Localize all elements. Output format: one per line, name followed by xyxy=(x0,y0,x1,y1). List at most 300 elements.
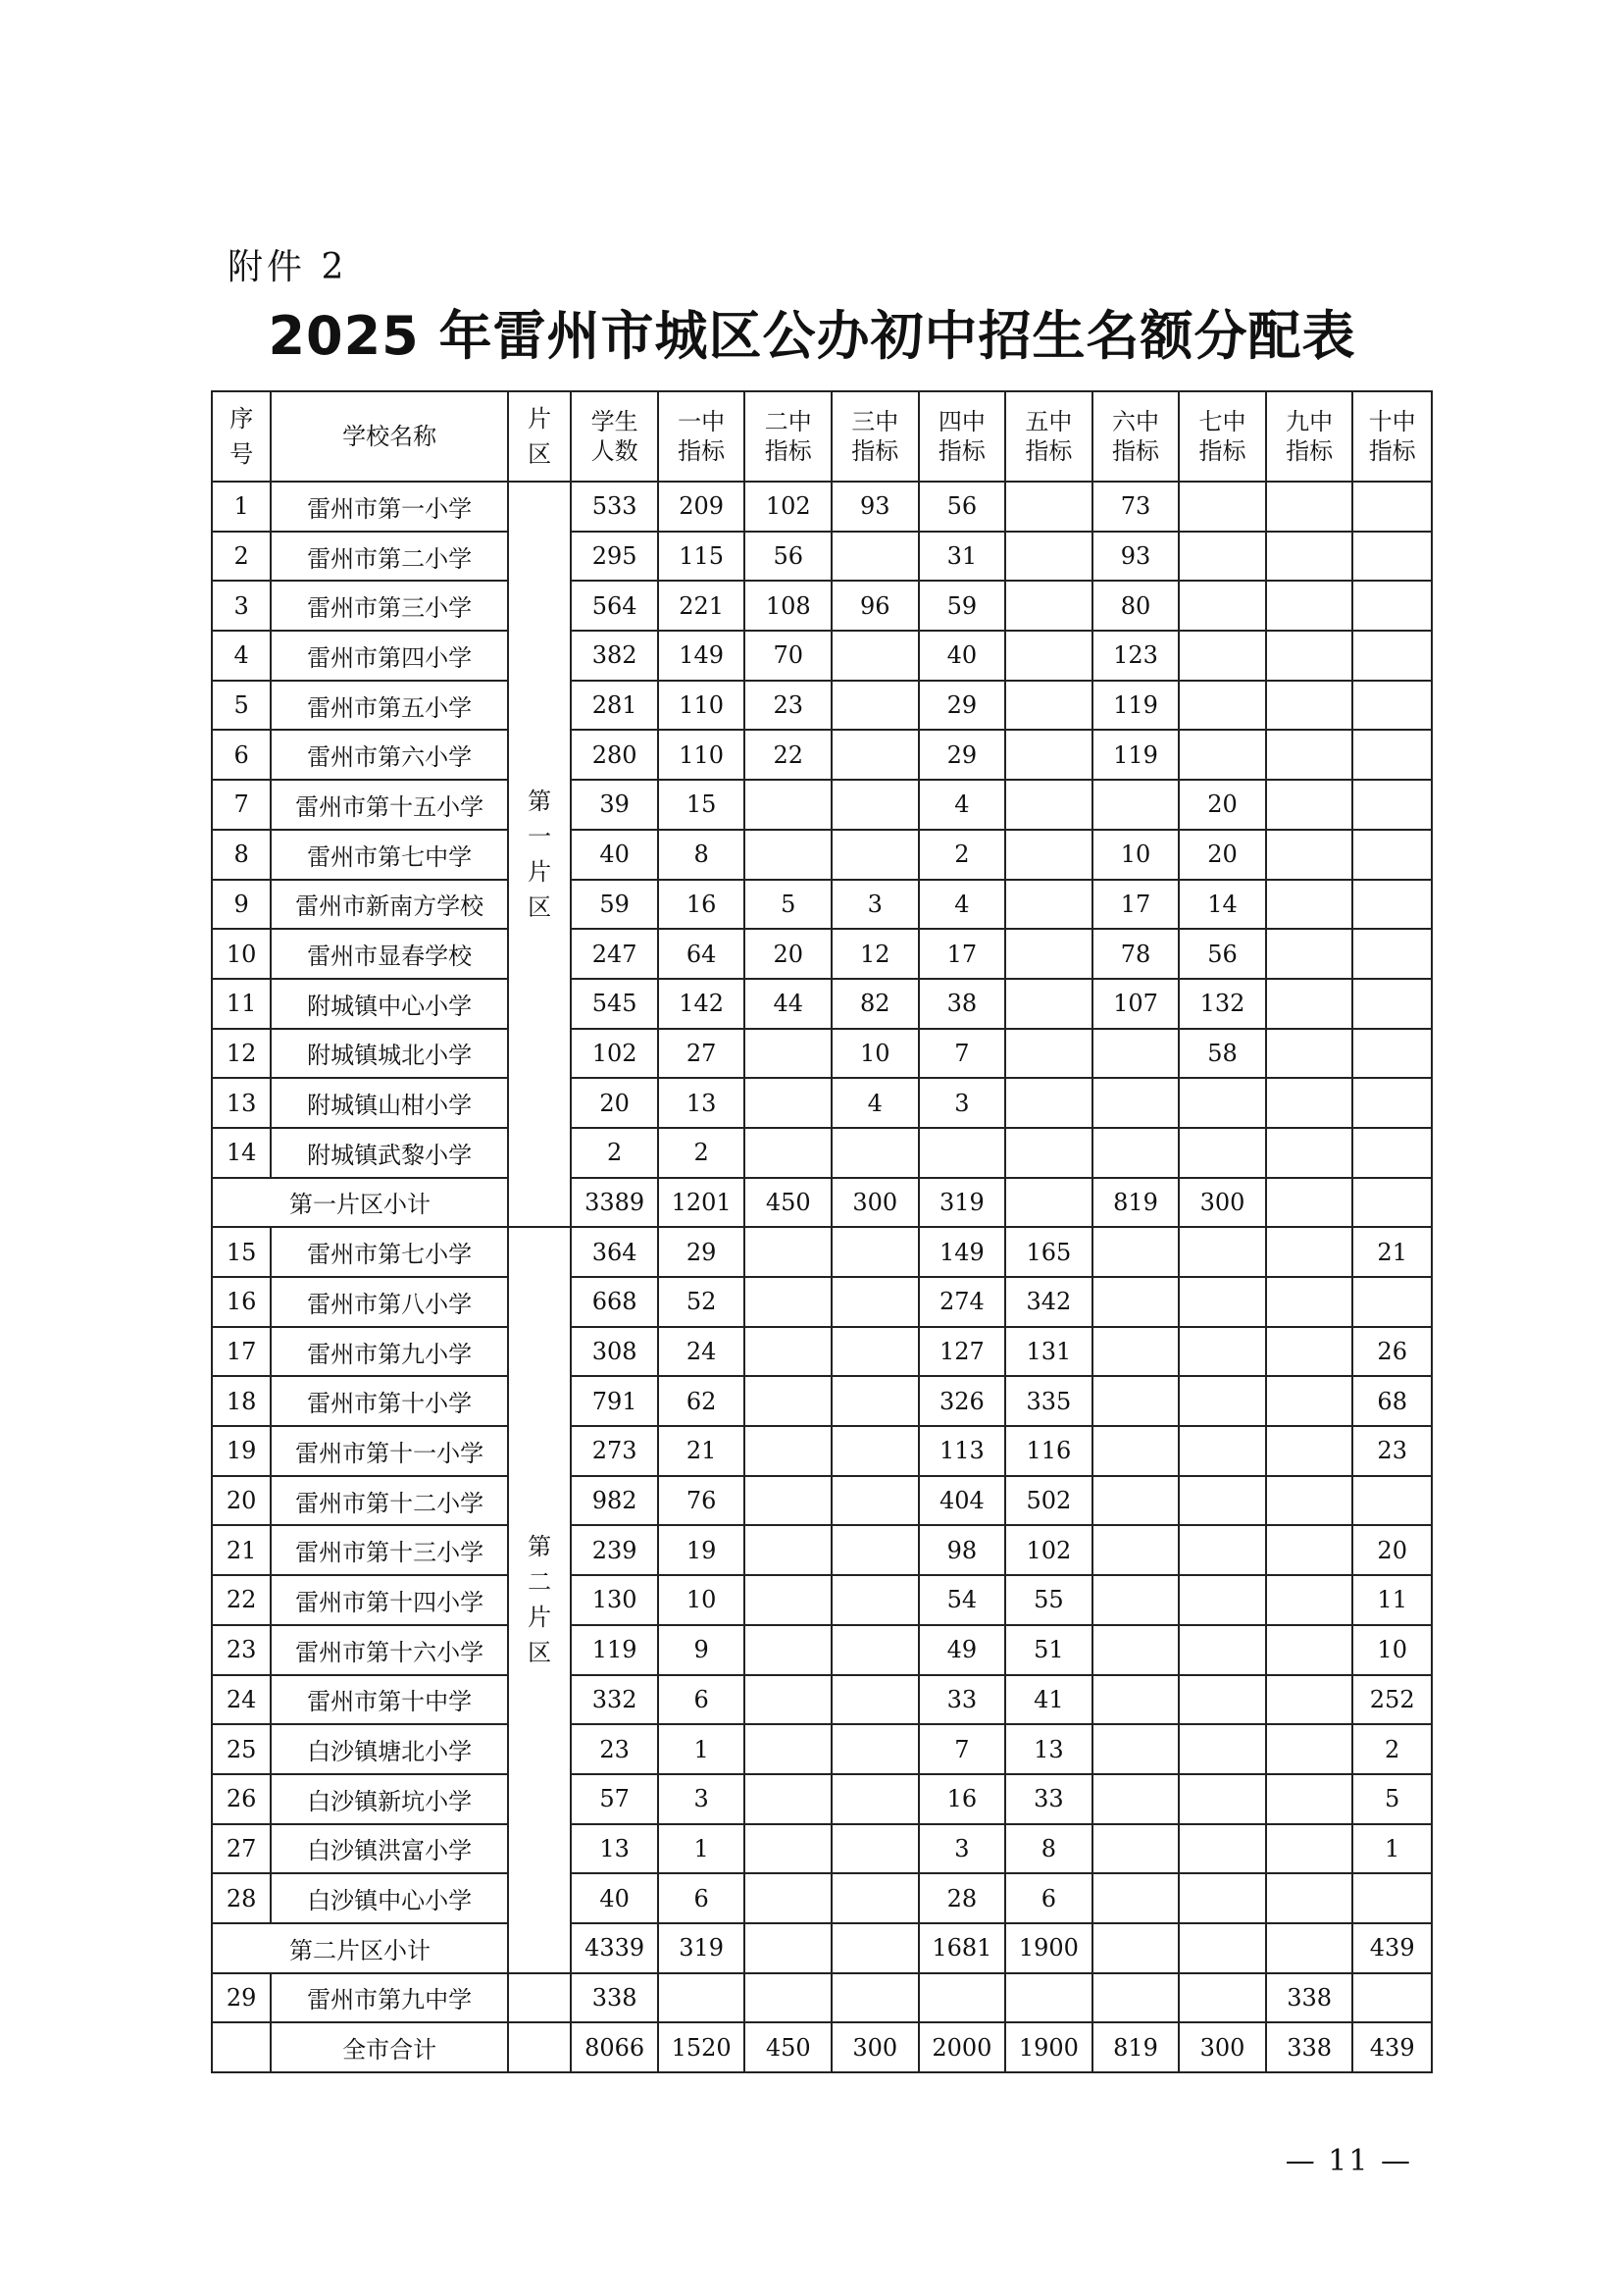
row-school: 雷州市第十四小学 xyxy=(271,1575,508,1625)
row-c10: 26 xyxy=(1352,1327,1432,1377)
row-seq: 10 xyxy=(212,929,271,979)
row-c2 xyxy=(744,1675,832,1725)
row-c6: 93 xyxy=(1092,532,1180,582)
row-seq: 26 xyxy=(212,1774,271,1824)
row-c6 xyxy=(1092,1973,1180,2023)
table-row xyxy=(212,1128,1432,1178)
table-row xyxy=(212,929,1432,979)
row-seq: 20 xyxy=(212,1476,271,1526)
row-c2 xyxy=(744,1724,832,1774)
row-c4: 33 xyxy=(919,1675,1006,1725)
row-c6 xyxy=(1092,1376,1180,1426)
header-col-9: 九中指标 xyxy=(1266,391,1353,482)
row-students: 247 xyxy=(571,929,658,979)
row-c2: 5 xyxy=(744,880,832,930)
row-c10 xyxy=(1352,581,1432,631)
zone-first xyxy=(508,482,571,1227)
zone-first-label: 第一片区 xyxy=(528,788,552,922)
row-c6 xyxy=(1092,1525,1180,1575)
row-c7 xyxy=(1179,1476,1266,1526)
subtotal-zone1-row-c4: 319 xyxy=(919,1178,1006,1228)
row-c4: 7 xyxy=(919,1029,1006,1079)
row-c7 xyxy=(1179,1327,1266,1377)
row-c7: 132 xyxy=(1179,979,1266,1029)
row-c7 xyxy=(1179,1774,1266,1824)
row-c10 xyxy=(1352,482,1432,532)
row-seq: 25 xyxy=(212,1724,271,1774)
table-row xyxy=(212,1525,1432,1575)
row-c2: 102 xyxy=(744,482,832,532)
row-c3 xyxy=(832,1724,919,1774)
row-c3 xyxy=(832,1873,919,1923)
row-c6: 119 xyxy=(1092,681,1180,731)
row-seq: 9 xyxy=(212,880,271,930)
row-seq: 18 xyxy=(212,1376,271,1426)
row-c1: 13 xyxy=(658,1078,745,1128)
row-c3: 96 xyxy=(832,581,919,631)
row-c10 xyxy=(1352,1973,1432,2023)
row-seq: 17 xyxy=(212,1327,271,1377)
row-c5 xyxy=(1005,780,1092,830)
row-c2 xyxy=(744,1029,832,1079)
row-school: 雷州市第十一小学 xyxy=(271,1426,508,1476)
row-students: 130 xyxy=(571,1575,658,1625)
header-row xyxy=(212,391,1432,482)
row-seq: 4 xyxy=(212,631,271,681)
row-c2 xyxy=(744,1774,832,1824)
row-c4: 17 xyxy=(919,929,1006,979)
row-students: 40 xyxy=(571,830,658,880)
row-school: 附城镇中心小学 xyxy=(271,979,508,1029)
row-c10 xyxy=(1352,1476,1432,1526)
total-c2: 450 xyxy=(744,2022,832,2072)
row-c10: 68 xyxy=(1352,1376,1432,1426)
row-c6: 78 xyxy=(1092,929,1180,979)
row-c5: 6 xyxy=(1005,1873,1092,1923)
table-row xyxy=(212,1078,1432,1128)
row-c10: 252 xyxy=(1352,1675,1432,1725)
row-students: 23 xyxy=(571,1724,658,1774)
row-c4: 29 xyxy=(919,730,1006,780)
row-c9 xyxy=(1266,1128,1353,1178)
subtotal-zone1-row-students: 3389 xyxy=(571,1178,658,1228)
row-c4: 31 xyxy=(919,532,1006,582)
row-c7 xyxy=(1179,1376,1266,1426)
row-c9 xyxy=(1266,1476,1353,1526)
row-c4: 56 xyxy=(919,482,1006,532)
row-c4: 3 xyxy=(919,1078,1006,1128)
row-c6 xyxy=(1092,1029,1180,1079)
row-c9 xyxy=(1266,1774,1353,1824)
total-c5: 1900 xyxy=(1005,2022,1092,2072)
row-c5 xyxy=(1005,880,1092,930)
row-c4: 7 xyxy=(919,1724,1006,1774)
row-school: 白沙镇新坑小学 xyxy=(271,1774,508,1824)
row-c2: 70 xyxy=(744,631,832,681)
row-school: 雷州市第七小学 xyxy=(271,1227,508,1277)
table-row xyxy=(212,1625,1432,1675)
row-c9 xyxy=(1266,681,1353,731)
row-c2 xyxy=(744,1227,832,1277)
row-school: 雷州市第二小学 xyxy=(271,532,508,582)
row-c5: 131 xyxy=(1005,1327,1092,1377)
row-c6 xyxy=(1092,1774,1180,1824)
subtotal-zone1-row-c10 xyxy=(1352,1178,1432,1228)
row-seq: 29 xyxy=(212,1973,271,2023)
row-students: 364 xyxy=(571,1227,658,1277)
row-school: 雷州市第一小学 xyxy=(271,482,508,532)
subtotal-zone1-row xyxy=(212,1178,1432,1228)
table-row xyxy=(212,1973,1432,2023)
row-seq: 6 xyxy=(212,730,271,780)
row-c3 xyxy=(832,780,919,830)
row-c3 xyxy=(832,1575,919,1625)
row-school: 雷州市第十中学 xyxy=(271,1675,508,1725)
header-seq: 序号 xyxy=(212,391,271,482)
row-c2 xyxy=(744,1476,832,1526)
row-c3: 82 xyxy=(832,979,919,1029)
row-c7 xyxy=(1179,1824,1266,1874)
row-c7 xyxy=(1179,1078,1266,1128)
row-c3 xyxy=(832,1376,919,1426)
row-c1: 19 xyxy=(658,1525,745,1575)
table-body xyxy=(212,482,1432,2072)
row-c1: 6 xyxy=(658,1675,745,1725)
row-seq: 21 xyxy=(212,1525,271,1575)
row-seq: 24 xyxy=(212,1675,271,1725)
row-school: 雷州市新南方学校 xyxy=(271,880,508,930)
row-c10 xyxy=(1352,880,1432,930)
row-c5 xyxy=(1005,482,1092,532)
row-c5 xyxy=(1005,581,1092,631)
row-c9 xyxy=(1266,1029,1353,1079)
row-school: 雷州市第十六小学 xyxy=(271,1625,508,1675)
row-students: 308 xyxy=(571,1327,658,1377)
row-school: 白沙镇中心小学 xyxy=(271,1873,508,1923)
row-c4: 29 xyxy=(919,681,1006,731)
subtotal-zone2-row-students: 4339 xyxy=(571,1923,658,1973)
row-school: 附城镇山柑小学 xyxy=(271,1078,508,1128)
row-c2: 20 xyxy=(744,929,832,979)
row-c4: 127 xyxy=(919,1327,1006,1377)
row-c10 xyxy=(1352,631,1432,681)
row-c5 xyxy=(1005,929,1092,979)
row-seq: 19 xyxy=(212,1426,271,1476)
row-students: 280 xyxy=(571,730,658,780)
row-seq: 2 xyxy=(212,532,271,582)
row-c5: 502 xyxy=(1005,1476,1092,1526)
table-row xyxy=(212,1873,1432,1923)
row-c1: 8 xyxy=(658,830,745,880)
row-c5: 335 xyxy=(1005,1376,1092,1426)
row-c3 xyxy=(832,1128,919,1178)
row-c3: 3 xyxy=(832,880,919,930)
row-c1: 209 xyxy=(658,482,745,532)
row-c10 xyxy=(1352,929,1432,979)
row-c10: 23 xyxy=(1352,1426,1432,1476)
row-students: 239 xyxy=(571,1525,658,1575)
row-school: 雷州市第十五小学 xyxy=(271,780,508,830)
row-c4: 404 xyxy=(919,1476,1006,1526)
row-students: 281 xyxy=(571,681,658,731)
row-c6: 10 xyxy=(1092,830,1180,880)
row-school: 雷州市第九中学 xyxy=(271,1973,508,2023)
row-c4: 49 xyxy=(919,1625,1006,1675)
row-c6 xyxy=(1092,1426,1180,1476)
row-c9 xyxy=(1266,1575,1353,1625)
header-col-4: 四中指标 xyxy=(919,391,1006,482)
row-seq: 8 xyxy=(212,830,271,880)
subtotal-zone1-row-c6: 819 xyxy=(1092,1178,1180,1228)
row-c1: 52 xyxy=(658,1277,745,1327)
row-c5: 116 xyxy=(1005,1426,1092,1476)
subtotal-zone2-row-c5: 1900 xyxy=(1005,1923,1092,1973)
table-row xyxy=(212,631,1432,681)
row-c6: 80 xyxy=(1092,581,1180,631)
row-c7 xyxy=(1179,1128,1266,1178)
row-c7 xyxy=(1179,1227,1266,1277)
row-c9 xyxy=(1266,830,1353,880)
table-row xyxy=(212,1476,1432,1526)
row-c2 xyxy=(744,1426,832,1476)
row-students: 564 xyxy=(571,581,658,631)
allocation-table xyxy=(211,390,1433,2073)
row-c9 xyxy=(1266,1724,1353,1774)
row-students: 791 xyxy=(571,1376,658,1426)
row-c3: 10 xyxy=(832,1029,919,1079)
row-c1: 9 xyxy=(658,1625,745,1675)
total-c1: 1520 xyxy=(658,2022,745,2072)
row-c9 xyxy=(1266,1327,1353,1377)
row-c4: 2 xyxy=(919,830,1006,880)
subtotal-zone1-row-c2: 450 xyxy=(744,1178,832,1228)
table-row xyxy=(212,880,1432,930)
row-c1: 2 xyxy=(658,1128,745,1178)
table-row xyxy=(212,1327,1432,1377)
row-c4: 54 xyxy=(919,1575,1006,1625)
row-students: 545 xyxy=(571,979,658,1029)
row-c4 xyxy=(919,1973,1006,2023)
row-students: 39 xyxy=(571,780,658,830)
row-seq: 3 xyxy=(212,581,271,631)
total-c6: 819 xyxy=(1092,2022,1180,2072)
row-school: 雷州市第七中学 xyxy=(271,830,508,880)
row-c10: 11 xyxy=(1352,1575,1432,1625)
subtotal-zone1-row-label: 第一片区小计 xyxy=(212,1178,508,1228)
subtotal-zone1-row-c5 xyxy=(1005,1178,1092,1228)
row-school: 雷州市第四小学 xyxy=(271,631,508,681)
row-c6 xyxy=(1092,1128,1180,1178)
row-school: 附城镇武黎小学 xyxy=(271,1128,508,1178)
row-c6 xyxy=(1092,1575,1180,1625)
row-c7 xyxy=(1179,1426,1266,1476)
row-c5: 165 xyxy=(1005,1227,1092,1277)
row-c7: 20 xyxy=(1179,830,1266,880)
subtotal-zone2-row-c1: 319 xyxy=(658,1923,745,1973)
row-c1: 21 xyxy=(658,1426,745,1476)
row-seq: 28 xyxy=(212,1873,271,1923)
row-students: 982 xyxy=(571,1476,658,1526)
row-c4: 4 xyxy=(919,780,1006,830)
row-seq: 11 xyxy=(212,979,271,1029)
row-c4: 16 xyxy=(919,1774,1006,1824)
page-number: — 11 — xyxy=(1285,2144,1412,2178)
table-row xyxy=(212,532,1432,582)
table-row xyxy=(212,1227,1432,1277)
row-c1 xyxy=(658,1973,745,2023)
row-c10 xyxy=(1352,1873,1432,1923)
row-c7 xyxy=(1179,581,1266,631)
row-c4: 28 xyxy=(919,1873,1006,1923)
row-c1: 115 xyxy=(658,532,745,582)
row-c3 xyxy=(832,830,919,880)
row-students: 533 xyxy=(571,482,658,532)
row-c10: 2 xyxy=(1352,1724,1432,1774)
table-row xyxy=(212,1277,1432,1327)
row-c10: 10 xyxy=(1352,1625,1432,1675)
row-zone-blank xyxy=(508,1973,571,2023)
row-c6 xyxy=(1092,1824,1180,1874)
row-c1: 1 xyxy=(658,1824,745,1874)
subtotal-zone2-row-c6 xyxy=(1092,1923,1180,1973)
row-c4: 274 xyxy=(919,1277,1006,1327)
row-students: 273 xyxy=(571,1426,658,1476)
subtotal-zone1-row-c9 xyxy=(1266,1178,1353,1228)
row-c9 xyxy=(1266,1277,1353,1327)
row-c1: 29 xyxy=(658,1227,745,1277)
row-c5 xyxy=(1005,1078,1092,1128)
table-row xyxy=(212,1426,1432,1476)
header-zone: 片区 xyxy=(508,391,571,482)
row-c4: 4 xyxy=(919,880,1006,930)
subtotal-zone2-row-c4: 1681 xyxy=(919,1923,1006,1973)
row-students: 332 xyxy=(571,1675,658,1725)
row-c7 xyxy=(1179,1625,1266,1675)
row-school: 附城镇城北小学 xyxy=(271,1029,508,1079)
row-c5: 102 xyxy=(1005,1525,1092,1575)
row-c4: 149 xyxy=(919,1227,1006,1277)
row-c5 xyxy=(1005,1973,1092,2023)
row-c1: 62 xyxy=(658,1376,745,1426)
subtotal-zone1-row-c7: 300 xyxy=(1179,1178,1266,1228)
row-c2: 56 xyxy=(744,532,832,582)
row-c10: 1 xyxy=(1352,1824,1432,1874)
total-c4: 2000 xyxy=(919,2022,1006,2072)
total-c10: 439 xyxy=(1352,2022,1432,2072)
row-c5: 51 xyxy=(1005,1625,1092,1675)
row-school: 白沙镇洪富小学 xyxy=(271,1824,508,1874)
row-c10 xyxy=(1352,532,1432,582)
row-students: 295 xyxy=(571,532,658,582)
row-c2 xyxy=(744,780,832,830)
row-c2 xyxy=(744,1575,832,1625)
row-c9 xyxy=(1266,1625,1353,1675)
row-c1: 16 xyxy=(658,880,745,930)
row-students: 57 xyxy=(571,1774,658,1824)
row-c4: 38 xyxy=(919,979,1006,1029)
row-c7 xyxy=(1179,1525,1266,1575)
row-c6: 107 xyxy=(1092,979,1180,1029)
row-c2: 22 xyxy=(744,730,832,780)
row-c10 xyxy=(1352,681,1432,731)
row-c6 xyxy=(1092,1327,1180,1377)
row-c3 xyxy=(832,681,919,731)
row-c9 xyxy=(1266,1227,1353,1277)
row-c9: 338 xyxy=(1266,1973,1353,2023)
row-c9 xyxy=(1266,1824,1353,1874)
row-c7 xyxy=(1179,1675,1266,1725)
row-c2: 23 xyxy=(744,681,832,731)
total-seq-blank xyxy=(212,2022,271,2072)
row-c3 xyxy=(832,1675,919,1725)
table-row xyxy=(212,581,1432,631)
row-school: 雷州市第九小学 xyxy=(271,1327,508,1377)
row-c10 xyxy=(1352,1078,1432,1128)
row-c6: 73 xyxy=(1092,482,1180,532)
row-c6: 123 xyxy=(1092,631,1180,681)
row-c9 xyxy=(1266,929,1353,979)
row-seq: 15 xyxy=(212,1227,271,1277)
row-c5: 33 xyxy=(1005,1774,1092,1824)
subtotal-zone2-row-c3 xyxy=(832,1923,919,1973)
row-c7 xyxy=(1179,1724,1266,1774)
subtotal-zone1-row-c3: 300 xyxy=(832,1178,919,1228)
row-c5: 8 xyxy=(1005,1824,1092,1874)
row-c9 xyxy=(1266,1078,1353,1128)
row-c9 xyxy=(1266,780,1353,830)
row-c6 xyxy=(1092,1078,1180,1128)
header-col-6: 六中指标 xyxy=(1092,391,1180,482)
row-c9 xyxy=(1266,1376,1353,1426)
header-col-5: 五中指标 xyxy=(1005,391,1092,482)
row-c10: 21 xyxy=(1352,1227,1432,1277)
row-c3: 93 xyxy=(832,482,919,532)
row-c3 xyxy=(832,1327,919,1377)
header-students: 学生人数 xyxy=(571,391,658,482)
row-c10: 20 xyxy=(1352,1525,1432,1575)
row-c10 xyxy=(1352,780,1432,830)
row-school: 雷州市第八小学 xyxy=(271,1277,508,1327)
subtotal-zone2-row-c9 xyxy=(1266,1923,1353,1973)
row-students: 668 xyxy=(571,1277,658,1327)
row-students: 20 xyxy=(571,1078,658,1128)
table-row xyxy=(212,1724,1432,1774)
row-c3 xyxy=(832,1476,919,1526)
row-c6 xyxy=(1092,1227,1180,1277)
row-c6 xyxy=(1092,1675,1180,1725)
row-c2 xyxy=(744,1873,832,1923)
row-seq: 13 xyxy=(212,1078,271,1128)
row-c5 xyxy=(1005,681,1092,731)
row-seq: 14 xyxy=(212,1128,271,1178)
row-school: 雷州市第十小学 xyxy=(271,1376,508,1426)
total-zone-blank xyxy=(508,2022,571,2072)
row-c10 xyxy=(1352,830,1432,880)
row-c1: 3 xyxy=(658,1774,745,1824)
row-c4: 40 xyxy=(919,631,1006,681)
row-c7 xyxy=(1179,1277,1266,1327)
row-seq: 5 xyxy=(212,681,271,731)
row-c9 xyxy=(1266,1525,1353,1575)
page-title: 2025 年雷州市城区公办初中招生名额分配表 xyxy=(268,305,1356,367)
row-c3 xyxy=(832,1625,919,1675)
row-c6 xyxy=(1092,1476,1180,1526)
row-c10 xyxy=(1352,979,1432,1029)
row-c2 xyxy=(744,830,832,880)
subtotal-zone1-row-c1: 1201 xyxy=(658,1178,745,1228)
zone-second xyxy=(508,1227,571,1972)
row-c5: 41 xyxy=(1005,1675,1092,1725)
